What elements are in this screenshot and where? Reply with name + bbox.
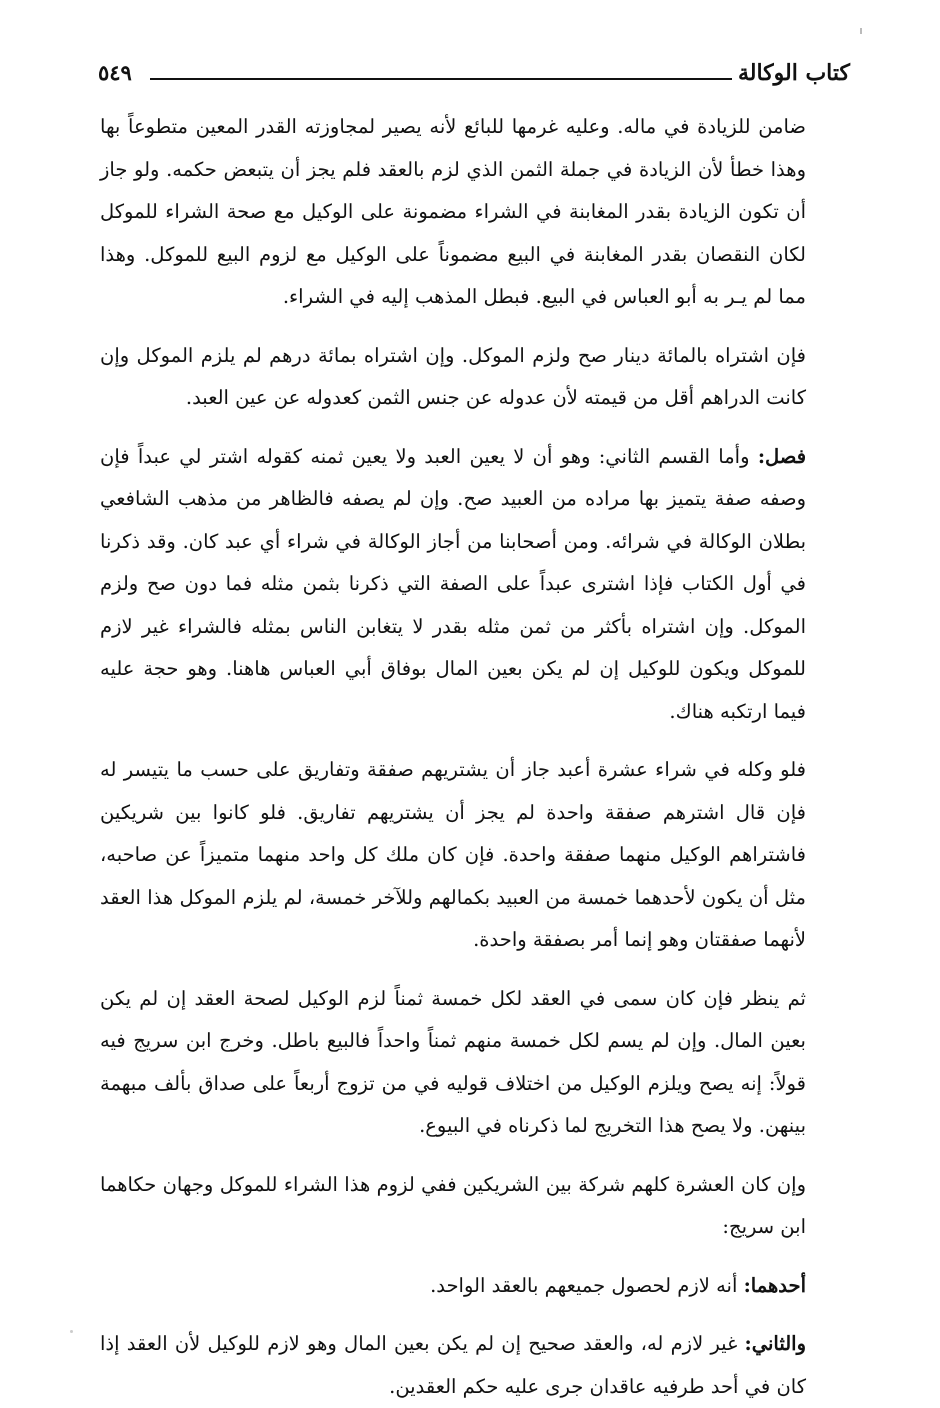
paragraph — [100, 749, 850, 962]
paragraph-text: ضامن للزيادة في ماله. وعليه غرمها للبائع لأنه يصير لمجاوزته القدر المعين متطوعاً بها وهذا خطأ لأن الزيادة في جملة الثمن الذي لزم بالعقد فلم يجز أن يتبعض حكمه. ولو جاز أن تكون الزيادة بقدر المغابنة في الشراء مضمونة على الوكيل مع صحة الشراء للموكل لكان النقصان بقدر المغابنة في البيع مضموناً على الوكيل مع لزوم البيع للموكل. وهذا مما لم يـر به أبو العباس في البيع. فبطل المذهب إليه في الشراء. — [100, 115, 806, 308]
scan-mark — [70, 1330, 73, 1333]
item-lead: والثاني: — [744, 1332, 807, 1355]
scan-mark — [860, 28, 862, 34]
section-lead: فصل: — [757, 444, 807, 468]
paragraph-text: وإن كان العشرة كلهم شركة بين الشريكين ففي لزوم هذا الشراء للموكل وجهان حكاهما ابن سريج: — [100, 1172, 806, 1238]
paragraph-text: ثم ينظر فإن كان سمى في العقد لكل خمسة ثمناً لزم الوكيل لصحة العقد إن لم يكن بعين المال. وإن لم يسم لكل خمسة منهم ثمناً واحداً فالبيع باطل. وخرج ابن سريج فيه قولاً: إنه يصح ويلزم الوكيل من اختلاف قوليه في من تزوج أربعاً على صداق بألف مبهمة بينهن. ولا يصح هذا التخريج لما ذكرناه في البيوع. — [100, 986, 806, 1137]
paragraph-text: فإن اشتراه بالمائة دينار صح ولزم الموكل. وإن اشتراه بمائة درهم لم يلزم الموكل وإن كانت الدراهم أقل من قيمته لأن عدوله عن جنس الثمن كعدوله عن عين العبد. — [100, 343, 806, 409]
page-number: ٥٤٩ — [98, 60, 132, 85]
paragraph-text: وأما القسم الثاني: وهو أن لا يعين العبد ولا يعين ثمنه كقوله اشتر لي عبداً فإن وصفه صفة يتميز بها مراده من العبيد صح. وإن لم يصفه فالظاهر من مذهب الشافعي بطلان الوكالة في شرائه. ومن أصحابنا من أجاز الوكالة في شراء أي عبد كان. وقد ذكرنا في أول الكتاب فإذا اشترى عبداً على الصفة التي ذكرنا بثمن مثله فما دون صح ولزم الموكل. وإن اشتراه بأكثر من ثمن مثله بقدر لا يتغابن الناس بمثله فالشراء غير لازم للموكل ويكون للوكيل إن لم يكن بعين المال بوفاق أبي العباس هاهنا. وهو حجة عليه فيما ارتكبه هناك. — [100, 444, 806, 723]
paragraph — [100, 436, 850, 734]
paragraph-text: فلو وكله في شراء عشرة أعبد جاز أن يشتريهم صفقة وتفاريق على حسب ما يتيسر له فإن قال اشترهم صفقة واحدة لم يجز أن يشتريهم تفاريق. فلو كانوا بين شريكين فاشتراهم الوكيل منهما صفقة واحدة. فإن كان ملك كل واحد منهما متميزاً عن صاحبه، مثل أن يكون لأحدهما خمسة من العبيد بكمالهم وللآخر خمسة، لم يلزم الموكل هذا العقد لأنهما صفقتان وهو إنما أمر بصفقة واحدة. — [100, 758, 806, 951]
running-header — [98, 58, 850, 92]
item-lead: أحدهما: — [743, 1273, 806, 1297]
paragraph — [100, 1164, 850, 1249]
paragraph — [100, 106, 850, 319]
paragraph — [100, 335, 850, 420]
paragraph — [100, 1265, 850, 1308]
header-title: كتاب الوكالة — [737, 60, 850, 86]
paragraph-text: أنه لازم لحصول جميعهم بالعقد الواحد. — [430, 1273, 738, 1297]
paragraph — [100, 1323, 850, 1408]
paragraph-text: غير لازم له، والعقد صحيح إن لم يكن بعين المال وهو لازم للوكيل لأن العقد إذا كان في أحد طرفيه عاقدان جرى عليه حكم العقدين. — [100, 1332, 806, 1398]
body-text — [100, 106, 850, 1408]
header-rule — [150, 78, 732, 80]
paragraph — [100, 978, 850, 1148]
